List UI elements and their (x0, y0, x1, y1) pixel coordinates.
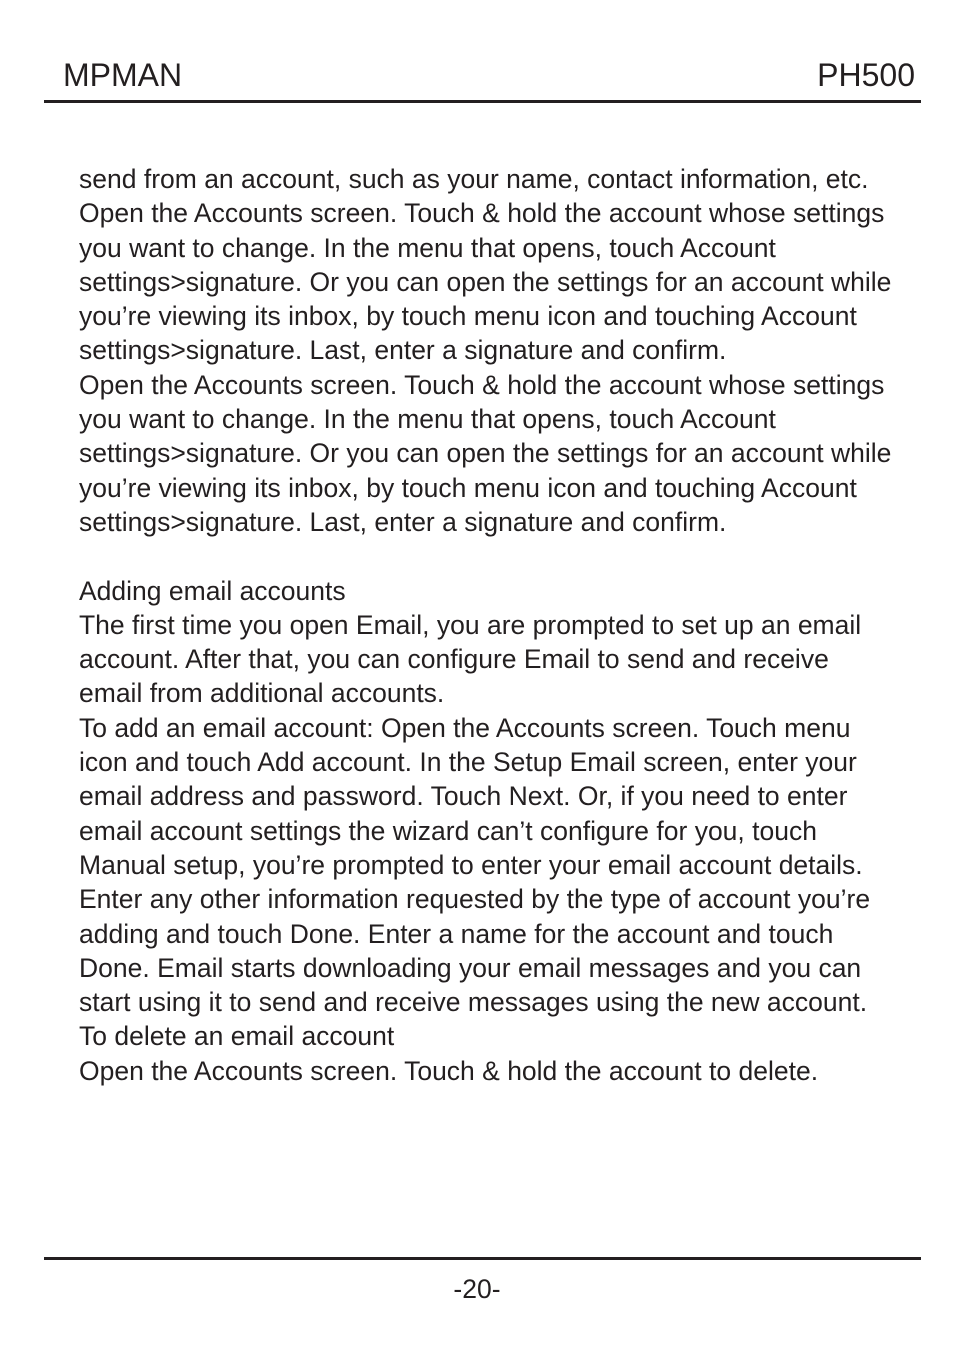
paragraph-delete-steps: Open the Accounts screen. Touch & hold the account to delete. (79, 1055, 819, 1086)
paragraph-gap (79, 539, 899, 573)
page-content (79, 162, 899, 1088)
paragraph-add-account-steps: To add an email account: Open the Accounts screen. Touch menu icon and touch Add account. In the Setup Email screen, enter your email address and password. Touch Next. Or, if you need to enter email account settings the wizard can’t configure for you, touch Manual setup, you’re prompted to enter your email account details. Enter any other information requested by the type of account you’re adding and touch Done. Enter a name for the account and touch Done. Email starts downloading your email messages and you can start using it to send and receive messages using the new account. (79, 712, 871, 1018)
heading-delete-email-account: To delete an email account (79, 1021, 395, 1052)
paragraph-signature-steps-repeat: Open the Accounts screen. Touch & hold the account whose settings you want to change. In the menu that opens, touch Account settings>signature. Or you can open the settings for an account while you’re viewing its inbox, by touch menu icon and touching Account settings>signature. Last, enter a signature and confirm. (79, 369, 892, 537)
paragraph-signature-steps: Open the Accounts screen. Touch & hold the account whose settings you want to change. In the menu that opens, touch Account settings>signature. Or you can open the settings for an account while you’re viewing its inbox, by touch menu icon and touching Account settings>signature. Last, enter a signature and confirm. (79, 198, 892, 366)
page-number: -20- (453, 1274, 501, 1304)
page-header (44, 52, 921, 103)
paragraph-adding-intro: The first time you open Email, you are prompted to set up an email account. After that, you can configure Email to send and receive email from additional accounts. (79, 609, 862, 709)
footer-divider (44, 1257, 921, 1260)
brand-name: MPMAN (63, 57, 183, 93)
model-name: PH500 (817, 57, 915, 93)
heading-adding-email-accounts: Adding email accounts (79, 575, 346, 606)
paragraph-signature-intro: send from an account, such as your name, contact information, etc. (79, 164, 869, 194)
